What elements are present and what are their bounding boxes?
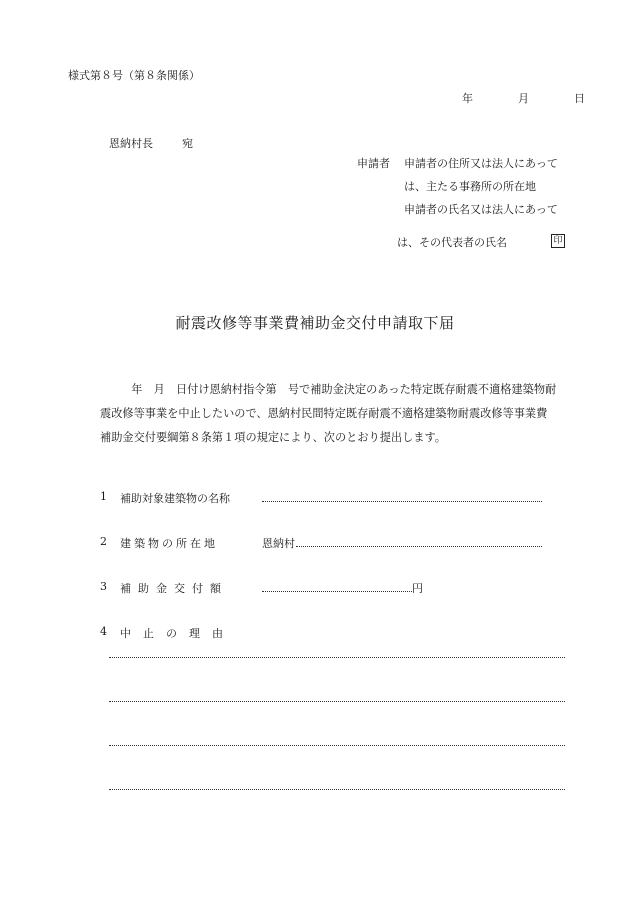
item-number: 1 bbox=[100, 490, 107, 503]
fill-line bbox=[262, 501, 542, 502]
item-number: 2 bbox=[100, 535, 107, 548]
body-paragraph bbox=[100, 378, 570, 450]
date-month-label: 月 bbox=[518, 92, 529, 105]
item-label-reason: 中止の理由 bbox=[120, 627, 235, 640]
date-year-label: 年 bbox=[462, 92, 473, 105]
addressee-suffix: 宛 bbox=[182, 137, 193, 150]
fill-line bbox=[262, 591, 412, 592]
item-label-building-name: 補助対象建築物の名称 bbox=[120, 492, 230, 505]
yen-unit: 円 bbox=[412, 582, 423, 595]
item-number: 3 bbox=[100, 580, 107, 593]
body-line: 補助金交付要綱第８条第１項の規定により、次のとおり提出します。 bbox=[100, 431, 446, 444]
reason-line[interactable] bbox=[109, 745, 565, 746]
applicant-name-line-1: 申請者の氏名又は法人にあって bbox=[404, 203, 558, 216]
seal-stamp-box: 印 bbox=[551, 234, 565, 248]
date-line bbox=[462, 90, 585, 106]
applicant-name-line-2: は、その代表者の氏名 bbox=[397, 236, 507, 249]
form-number: 様式第８号（第８条関係） bbox=[68, 69, 200, 82]
body-line: 年 月 日付け恩納村指令第 号で補助金決定のあった特定既存耐震不適格建築物耐 bbox=[120, 383, 557, 396]
body-line: 震改修等事業を中止したいので、恩納村民間特定既存耐震不適格建築物耐震改修等事業費 bbox=[100, 407, 548, 420]
applicant-address-line-1: 申請者の住所又は法人にあって bbox=[404, 157, 558, 170]
applicant-address-line-2: は、主たる事務所の所在地 bbox=[404, 180, 536, 193]
reason-line[interactable] bbox=[109, 789, 565, 790]
item-label-subsidy-amount: 補助金交付額 bbox=[120, 582, 228, 595]
reason-line[interactable] bbox=[109, 657, 565, 658]
addressee bbox=[109, 135, 193, 151]
date-day-label: 日 bbox=[574, 92, 585, 105]
item-value-location[interactable]: 恩納村 bbox=[262, 537, 295, 550]
document-title: 耐震改修等事業費補助金交付申請取下届 bbox=[175, 314, 455, 332]
item-label-location: 建築物の所在地 bbox=[120, 537, 218, 550]
fill-line bbox=[296, 546, 542, 547]
item-number: 4 bbox=[100, 625, 107, 638]
addressee-name: 恩納村長 bbox=[109, 137, 153, 150]
reason-line[interactable] bbox=[109, 701, 565, 702]
applicant-label: 申請者 bbox=[357, 157, 390, 170]
